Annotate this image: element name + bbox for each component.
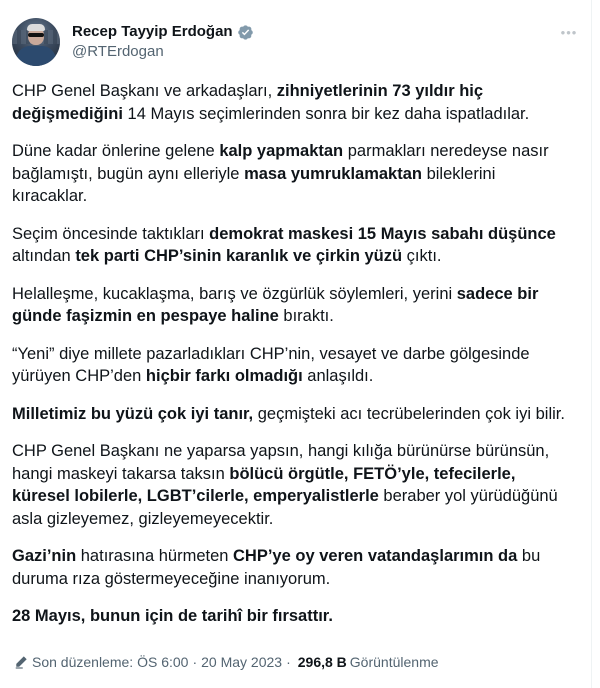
views-count: 296,8 B bbox=[297, 654, 347, 670]
tweet-meta bbox=[14, 654, 439, 670]
text: Düne kadar önlerine gelene bbox=[12, 142, 220, 160]
text: bileklerini kıracaklar. bbox=[12, 164, 496, 205]
text: beraber yol yürüdüğünü asla gizleyemez, gizleyemeyecektir. bbox=[12, 487, 558, 528]
tweet-paragraph bbox=[12, 80, 572, 125]
tweet-paragraph bbox=[12, 343, 572, 388]
bold-text: masa yumruklamaktan bbox=[244, 164, 422, 183]
tweet-paragraph bbox=[12, 140, 572, 208]
text: anlaşıldı. bbox=[302, 367, 374, 385]
bold-text: CHP’ye oy veren vatandaşlarımın da bbox=[233, 547, 518, 565]
more-options-icon[interactable]: ••• bbox=[560, 24, 578, 40]
author-handle[interactable]: @RTErdogan bbox=[72, 43, 164, 60]
name-row bbox=[72, 22, 254, 42]
text: CHP Genel Başkanı ne yaparsa yapsın, hangi kılığa bürünürse bürünsün, hangi maskeyi takarsa taksın bbox=[12, 442, 550, 483]
author-display-name[interactable]: Recep Tayyip Erdoğan bbox=[72, 23, 233, 40]
edited-label[interactable]: Son düzenleme: bbox=[32, 654, 134, 670]
text: geçmişteki acı tecrübelerinden çok iyi bilir. bbox=[253, 404, 565, 423]
bold-text: 28 Mayıs, bunun için de tarihî bir fırsattır. bbox=[12, 607, 333, 625]
tweet-header bbox=[12, 18, 254, 66]
avatar[interactable] bbox=[12, 18, 60, 66]
text: bıraktı. bbox=[278, 307, 334, 325]
tweet-date[interactable]: 20 May 2023 bbox=[201, 654, 283, 670]
text: Helalleşme, kucaklaşma, barış ve özgürlük söylemleri, yerini bbox=[12, 284, 457, 303]
bold-text: Milletimiz bu yüzü çok iyi tanır, bbox=[12, 404, 254, 423]
tweet-paragraph bbox=[12, 605, 572, 628]
author-info bbox=[72, 22, 254, 62]
text: “Yeni” diye millete pazarladıkları CHP’nin, vesayet ve darbe gölgesinde yürüyen CHP’den bbox=[12, 344, 530, 385]
text: altından bbox=[12, 247, 76, 265]
text: hatırasına hürmeten bbox=[76, 547, 234, 565]
bold-text: sadece bir günde faşizmin en pespaye haline bbox=[12, 284, 539, 325]
text: CHP Genel Başkanı ve arkadaşları, bbox=[12, 82, 277, 100]
verified-badge-icon[interactable] bbox=[237, 24, 254, 41]
tweet-paragraph bbox=[12, 440, 572, 530]
tweet-paragraph bbox=[12, 545, 572, 590]
avatar-hair bbox=[27, 24, 45, 31]
tweet-paragraph bbox=[12, 403, 572, 426]
avatar-glasses bbox=[28, 33, 44, 37]
bold-text: bölücü örgütle, FETÖ’yle, tefecilerle, küresel lobilerle, LGBT’cilerle, emperyalistlerle bbox=[12, 464, 516, 505]
text: Seçim öncesinde taktıkları bbox=[12, 224, 210, 243]
bold-text: tek parti CHP’sinin karanlık ve çirkin yüzü bbox=[75, 247, 403, 265]
text: çıktı. bbox=[402, 247, 442, 265]
tweet-text bbox=[12, 80, 572, 643]
bold-text: zihniyetlerinin 73 yıldır hiç değişmediğini bbox=[12, 82, 484, 123]
text: parmakları neredeyse nasır bağlamıştı, bugün aynı elleriyle bbox=[12, 142, 549, 183]
separator: · bbox=[286, 654, 291, 670]
avatar-jacket bbox=[16, 46, 56, 66]
separator: · bbox=[192, 654, 198, 670]
bold-text: demokrat maskesi 15 Mayıs sabahı düşünce bbox=[209, 224, 556, 243]
tweet-time[interactable]: ÖS 6:00 bbox=[137, 654, 189, 670]
tweet-paragraph bbox=[12, 223, 572, 268]
text: 14 Mayıs seçimlerinden sonra bir kez daha ispatladılar. bbox=[122, 104, 530, 123]
pencil-icon bbox=[14, 655, 28, 669]
views-label: Görüntülenme bbox=[349, 654, 439, 670]
bold-text: kalp yapmaktan bbox=[219, 142, 344, 160]
tweet-paragraph bbox=[12, 283, 572, 328]
bold-text: Gazi’nin bbox=[12, 547, 77, 565]
bold-text: hiçbir farkı olmadığı bbox=[145, 367, 303, 385]
text: bu duruma rıza göstermeyeceğine inanıyorum. bbox=[12, 547, 541, 588]
